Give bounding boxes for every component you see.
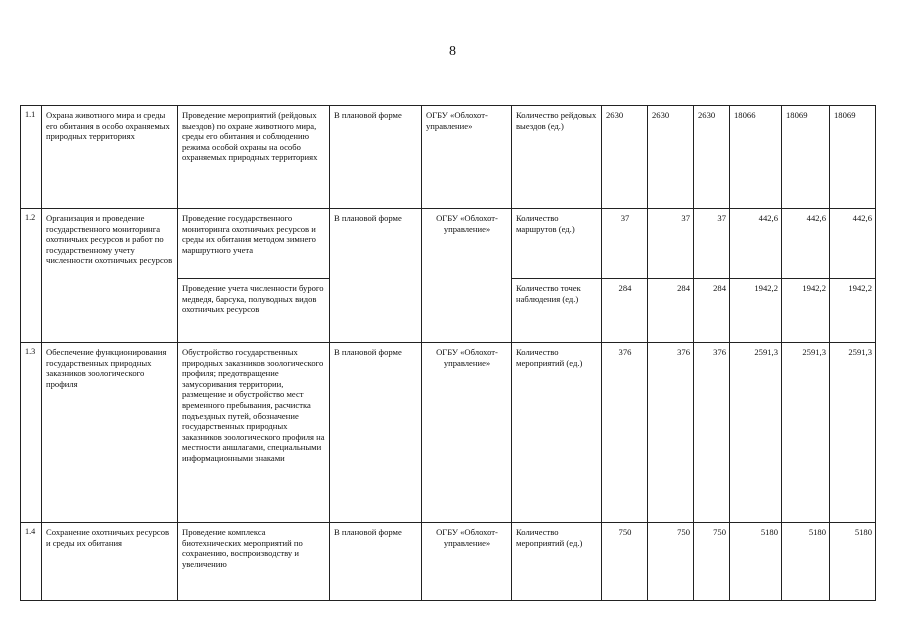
value-cell: 5180 <box>782 523 830 601</box>
value-cell: 750 <box>648 523 694 601</box>
value-cell: 284 <box>694 279 730 343</box>
value-cell: 5180 <box>830 523 876 601</box>
task-name: Сохранение охотничьих ресурсов и среды их обитания <box>42 523 178 601</box>
value-cell: 18069 <box>830 106 876 209</box>
value-cell: 2591,3 <box>830 343 876 523</box>
indicator-cell: Количество мероприятий (ед.) <box>512 523 602 601</box>
value-cell: 37 <box>648 209 694 279</box>
organization-cell: ОГБУ «Облохот-управление» <box>422 209 512 343</box>
row-number: 1.1 <box>21 106 42 209</box>
value-cell: 2630 <box>694 106 730 209</box>
value-cell: 18069 <box>782 106 830 209</box>
activities-table <box>20 105 876 601</box>
form-cell: В плановой форме <box>330 523 422 601</box>
indicator-cell: Количество точек наблюдения (ед.) <box>512 279 602 343</box>
organization-cell: ОГБУ «Облохот-управление» <box>422 343 512 523</box>
value-cell: 18066 <box>730 106 782 209</box>
organization-cell: ОГБУ «Облохот-управление» <box>422 106 512 209</box>
value-cell: 37 <box>602 209 648 279</box>
value-cell: 1942,2 <box>730 279 782 343</box>
row-number: 1.2 <box>21 209 42 343</box>
value-cell: 442,6 <box>782 209 830 279</box>
value-cell: 2630 <box>648 106 694 209</box>
page-number: 8 <box>449 44 456 59</box>
task-name: Охрана животного мира и среды его обитания в особо охраняемых природных территориях <box>42 106 178 209</box>
value-cell: 2630 <box>602 106 648 209</box>
value-cell: 1942,2 <box>830 279 876 343</box>
row-number: 1.3 <box>21 343 42 523</box>
action-description: Проведение государственного мониторинга охотничьих ресурсов и среды их обитания методом зимнего маршрутного учета <box>178 209 330 279</box>
action-description: Проведение мероприятий (рейдовых выездов) по охране животного мира, среды его обитания и соблюдению режима особой охраны на особо охраняемых природных территориях <box>178 106 330 209</box>
value-cell: 37 <box>694 209 730 279</box>
table-row <box>21 209 876 279</box>
task-name: Обеспечение функционирования государственных природных заказников зоологического профиля <box>42 343 178 523</box>
task-name: Организация и проведение государственного мониторинга охотничьих ресурсов и работ по государственному учету численности охотничьих ресурсов <box>42 209 178 343</box>
value-cell: 376 <box>602 343 648 523</box>
value-cell: 750 <box>694 523 730 601</box>
value-cell: 442,6 <box>830 209 876 279</box>
form-cell: В плановой форме <box>330 209 422 343</box>
value-cell: 1942,2 <box>782 279 830 343</box>
action-description: Обустройство государственных природных заказников зоологического профиля; предотвращение замусоривания территории, размещение и обустройство мест временного пребывания, расчистка подъездных путей, обозначение государственных природных заказников зоологического профиля на местности аншлагами, специальными информационными знаками <box>178 343 330 523</box>
indicator-cell: Количество маршрутов (ед.) <box>512 209 602 279</box>
table-row <box>21 343 876 523</box>
row-number: 1.4 <box>21 523 42 601</box>
value-cell: 5180 <box>730 523 782 601</box>
form-cell: В плановой форме <box>330 106 422 209</box>
action-description: Проведение комплекса биотехнических мероприятий по сохранению, воспроизводству и увеличению <box>178 523 330 601</box>
value-cell: 376 <box>648 343 694 523</box>
value-cell: 2591,3 <box>782 343 830 523</box>
value-cell: 376 <box>694 343 730 523</box>
value-cell: 2591,3 <box>730 343 782 523</box>
value-cell: 284 <box>648 279 694 343</box>
organization-cell: ОГБУ «Облохот-управление» <box>422 523 512 601</box>
value-cell: 442,6 <box>730 209 782 279</box>
value-cell: 284 <box>602 279 648 343</box>
indicator-cell: Количество рейдовых выездов (ед.) <box>512 106 602 209</box>
value-cell: 750 <box>602 523 648 601</box>
table-row <box>21 523 876 601</box>
action-description: Проведение учета численности бурого медведя, барсука, полуводных видов охотничьих ресурсов <box>178 279 330 343</box>
table-row <box>21 106 876 209</box>
indicator-cell: Количество мероприятий (ед.) <box>512 343 602 523</box>
form-cell: В плановой форме <box>330 343 422 523</box>
